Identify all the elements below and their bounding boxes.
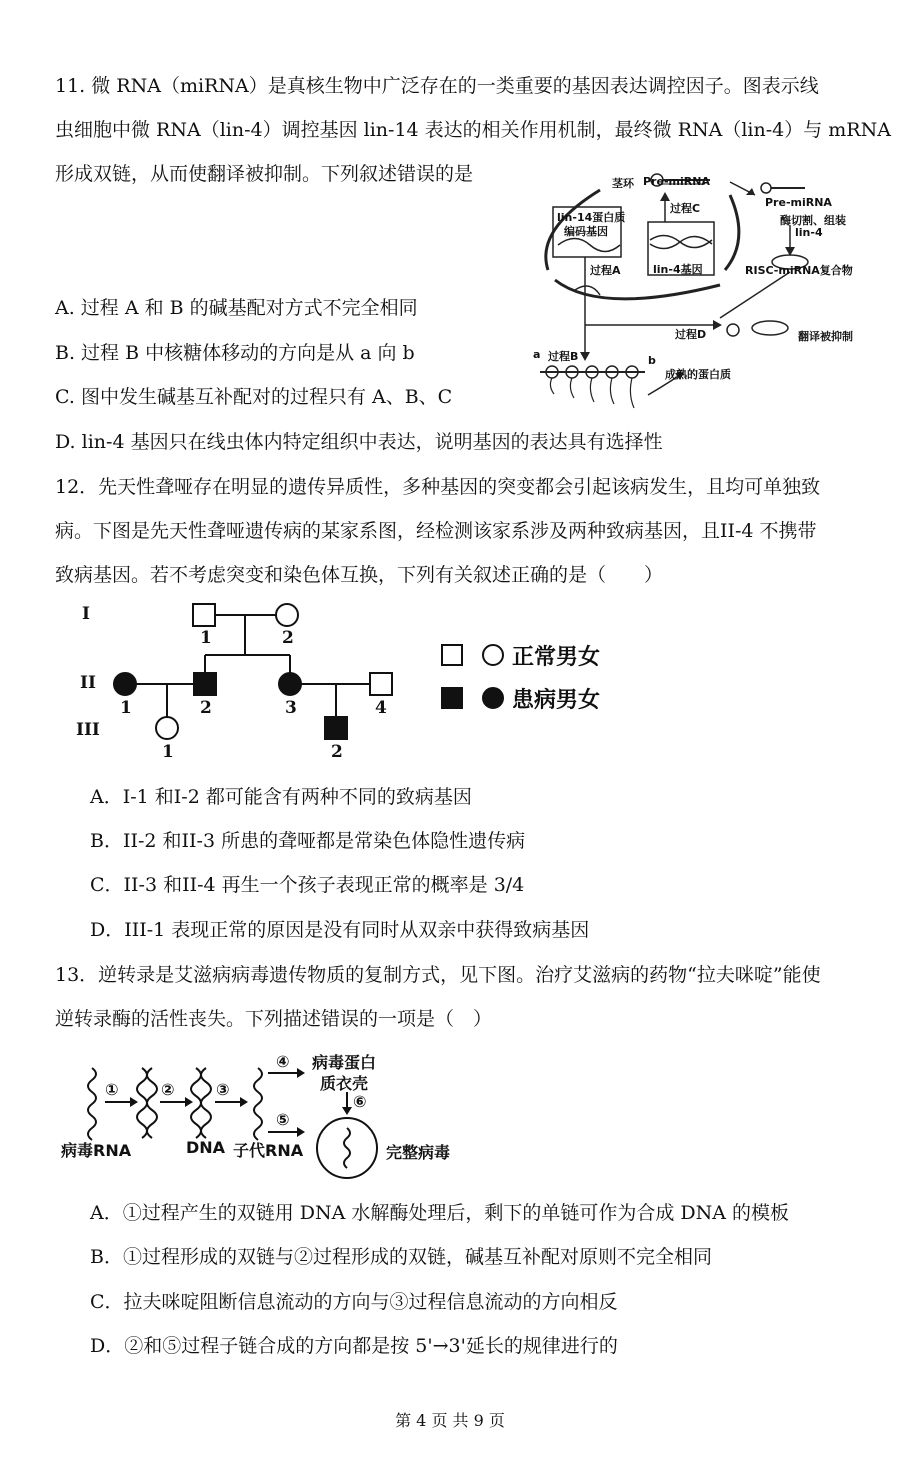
q11-label-process-c: 过程C [670,202,701,215]
q13-step4-marker: ④ [276,1052,290,1071]
q13-label-progeny-rna: 子代RNA [233,1141,304,1160]
q11-label-pre-mirna-2: Pre-miRNA [765,196,832,209]
q11-label-risc: RISC-miRNA复合物 [745,264,853,277]
q11-label-lin4-gene: lin-4基因 [653,263,703,276]
q11-label-process-a: 过程A [590,264,621,277]
pedigree-gen-iii: III [76,720,100,740]
pedigree-num-ii2: 2 [200,698,212,718]
q11-label-lin14-gene-2: 编码基因 [564,225,608,238]
q11-label-lin14-gene-1: lin-14蛋白质 [557,211,626,224]
q13-label-capsid-2: 质衣壳 [320,1074,369,1093]
q13-label-virus-rna: 病毒RNA [61,1141,132,1160]
pedigree-num-iii1: 1 [162,742,174,762]
q13-option-d: D．②和⑤过程子链合成的方向都是按 5'→3'延长的规律进行的 [90,1335,618,1357]
pedigree-num-i2: 2 [282,628,294,648]
pedigree-num-ii4: 4 [375,698,387,718]
legend-normal-label: 正常男女 [512,645,601,670]
q11-stem-line2: 虫细胞中微 RNA（lin-4）调控基因 lin-14 表达的相关作用机制，最终微 RNA（lin-4）与 mRNA [55,119,891,141]
q11-label-pre-mirna-1: Pre-miRNA [643,175,710,188]
q13-step3-marker: ③ [216,1080,230,1099]
q13-stem-line1: 13．逆转录是艾滋病病毒遗传物质的复制方式，见下图。治疗艾滋病的药物“拉夫咪啶”能使 [55,964,821,986]
q11-option-b: B. 过程 B 中核糖体移动的方向是从 a 向 b [55,342,415,364]
pedigree-num-ii1: 1 [120,698,132,718]
q12-option-a: A．I-1 和I-2 都可能含有两种不同的致病基因 [90,786,472,808]
q13-option-b: B．①过程形成的双链与②过程形成的双链，碱基互补配对原则不完全相同 [90,1246,712,1268]
pedigree-num-ii3: 3 [285,698,297,718]
q11-label-b: b [648,354,656,367]
q11-label-translation-inhibited: 翻译被抑制 [798,330,853,343]
q11-label-process-b: 过程B [548,350,579,363]
q12-option-c: C．II-3 和II-4 再生一个孩子表现正常的概率是 3/4 [90,874,525,896]
q11-label-stem-loop: 茎环 [612,177,634,190]
pedigree-gen-ii: II [80,673,96,693]
q11-label-process-d: 过程D [675,328,707,341]
q12-option-d: D．III-1 表现正常的原因是没有同时从双亲中获得致病基因 [90,919,590,941]
q13-step5-marker: ⑤ [276,1110,290,1129]
q11-option-d: D. lin-4 基因只在线虫体内特定组织中表达，说明基因的表达具有选择性 [55,431,663,453]
q12-option-b: B．II-2 和II-3 所患的聋哑都是常染色体隐性遗传病 [90,830,526,852]
q11-label-a: a [533,348,541,361]
q11-label-lin4: lin-4 [795,226,823,239]
q13-option-a: A．①过程产生的双链用 DNA 水解酶处理后，剩下的单链可作为合成 DNA 的模板 [90,1202,790,1224]
legend-affected-label: 患病男女 [512,688,601,713]
q13-step6-marker: ⑥ [353,1092,367,1111]
q13-step1-marker: ① [105,1080,119,1099]
q11-label-mature-protein: 成熟的蛋白质 [665,368,731,381]
q12-stem-line2: 病。下图是先天性聋哑遗传病的某家系图，经检测该家系涉及两种致病基因，且II-4 不携带 [55,520,817,542]
q13-stem-line2: 逆转录酶的活性丧失。下列描述错误的一项是（ ） [55,1008,493,1030]
q12-stem-line3: 致病基因。若不考虑突变和染色体互换，下列有关叙述正确的是（ ） [55,564,664,586]
page-footer: 第 4 页 共 9 页 [395,1411,505,1430]
q13-label-complete-virus: 完整病毒 [386,1143,451,1162]
q11-stem-line1: 11. 微 RNA（miRNA）是真核生物中广泛存在的一类重要的基因表达调控因子。图表示线 [55,75,819,97]
q13-step2-marker: ② [161,1080,175,1099]
q13-label-capsid-1: 病毒蛋白 [312,1053,377,1072]
q11-stem-line3: 形成双链，从而使翻译被抑制。下列叙述错误的是 [55,163,474,185]
q13-option-c: C．拉夫咪啶阻断信息流动的方向与③过程信息流动的方向相反 [90,1291,618,1313]
q12-stem-line1: 12．先天性聋哑存在明显的遗传异质性，多种基因的突变都会引起该病发生，且均可单独致 [55,476,821,498]
q11-option-a: A. 过程 A 和 B 的碱基配对方式不完全相同 [55,297,418,319]
q13-label-dna: DNA [186,1138,226,1157]
pedigree-num-iii2: 2 [331,742,343,762]
q11-label-cut-assemble: 酶切割、组装 [780,214,846,227]
pedigree-gen-i: I [82,604,90,624]
q11-option-c: C. 图中发生碱基互补配对的过程只有 A、B、C [55,386,453,408]
pedigree-num-i1: 1 [200,628,212,648]
